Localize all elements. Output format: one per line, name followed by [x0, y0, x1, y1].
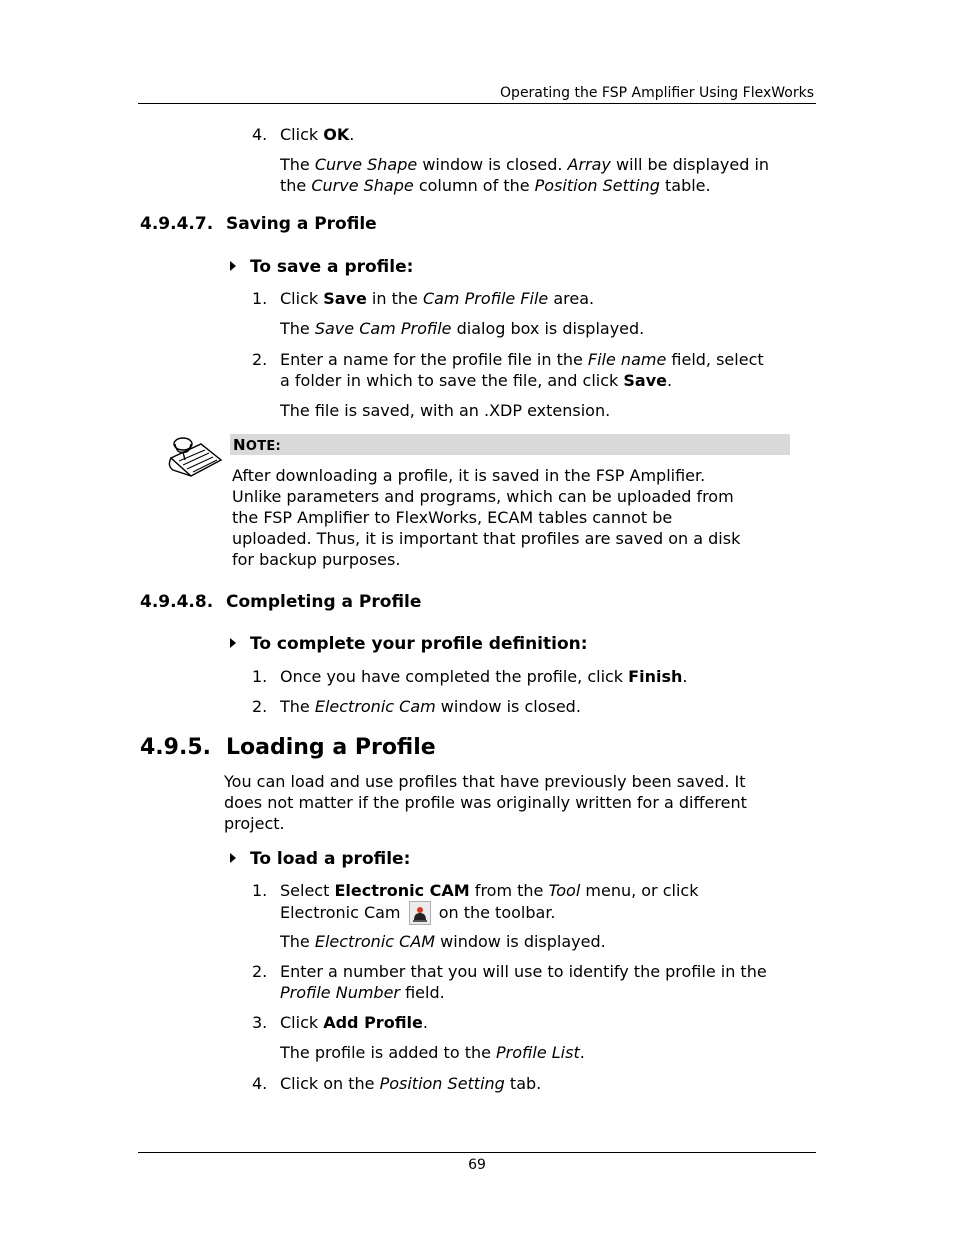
procedure-heading-complete: To complete your profile definition: — [230, 634, 588, 654]
intro-line: project. — [224, 814, 285, 833]
step-text: Click on the Position Setting tab. — [280, 1074, 542, 1093]
step-text: Click OK. — [280, 125, 355, 144]
arrow-right-icon — [230, 261, 236, 271]
step-number: 2. — [252, 962, 268, 981]
step-result: The profile is added to the Profile List. — [280, 1043, 585, 1062]
header-rule — [138, 103, 816, 104]
step-number: 2. — [252, 697, 268, 716]
step-text: Select Electronic CAM from the Tool menu, or click — [280, 881, 699, 900]
step-number: 1. — [252, 667, 268, 686]
procedure-heading-load: To load a profile: — [230, 849, 410, 869]
note-line: uploaded. Thus, it is important that profiles are saved on a disk — [232, 529, 741, 548]
step-result: The file is saved, with an .XDP extension. — [280, 401, 611, 420]
procedure-heading-save: To save a profile: — [230, 257, 413, 277]
intro-line: You can load and use profiles that have previously been saved. It — [224, 772, 746, 791]
step-text: The Electronic Cam window is closed. — [280, 697, 581, 716]
electronic-cam-icon — [409, 901, 431, 925]
note-line: After downloading a profile, it is saved in the FSP Amplifier. — [232, 466, 706, 485]
step-number: 2. — [252, 350, 268, 369]
note-line: for backup purposes. — [232, 550, 401, 569]
step-text: Enter a name for the profile file in the File name field, select — [280, 350, 764, 369]
step-result: The Electronic CAM window is displayed. — [280, 932, 606, 951]
step-text: Enter a number that you will use to identify the profile in the — [280, 962, 767, 981]
step-text: Once you have completed the profile, click Finish. — [280, 667, 688, 686]
footer-rule — [138, 1152, 816, 1153]
running-header: Operating the FSP Amplifier Using FlexWorks — [500, 85, 814, 101]
note-line: Unlike parameters and programs, which can be uploaded from — [232, 487, 734, 506]
step-number: 3. — [252, 1013, 268, 1032]
step-text-cont: a folder in which to save the file, and click Save. — [280, 371, 673, 390]
step-text-cont: Electronic Cam on the toolbar. — [280, 901, 556, 925]
step-result: The Save Cam Profile dialog box is displayed. — [280, 319, 645, 338]
step-text-cont: Profile Number field. — [280, 983, 445, 1002]
arrow-right-icon — [230, 638, 236, 648]
note-line: the FSP Amplifier to FlexWorks, ECAM tables cannot be — [232, 508, 673, 527]
step-text: Click Save in the Cam Profile File area. — [280, 289, 595, 308]
step-number: 4. — [252, 125, 268, 144]
arrow-right-icon — [230, 853, 236, 863]
step-result: The Curve Shape window is closed. Array will be displayed in — [280, 155, 770, 174]
step-text: Click Add Profile. — [280, 1013, 428, 1032]
page-number: 69 — [468, 1157, 486, 1173]
step-result-cont: the Curve Shape column of the Position Setting table. — [280, 176, 711, 195]
note-header-bar — [230, 434, 790, 455]
intro-line: does not matter if the profile was originally written for a different — [224, 793, 747, 812]
note-label: NOTE: — [233, 436, 282, 454]
step-number: 4. — [252, 1074, 268, 1093]
note-pad-icon — [165, 430, 227, 486]
step-number: 1. — [252, 289, 268, 308]
step-number: 1. — [252, 881, 268, 900]
